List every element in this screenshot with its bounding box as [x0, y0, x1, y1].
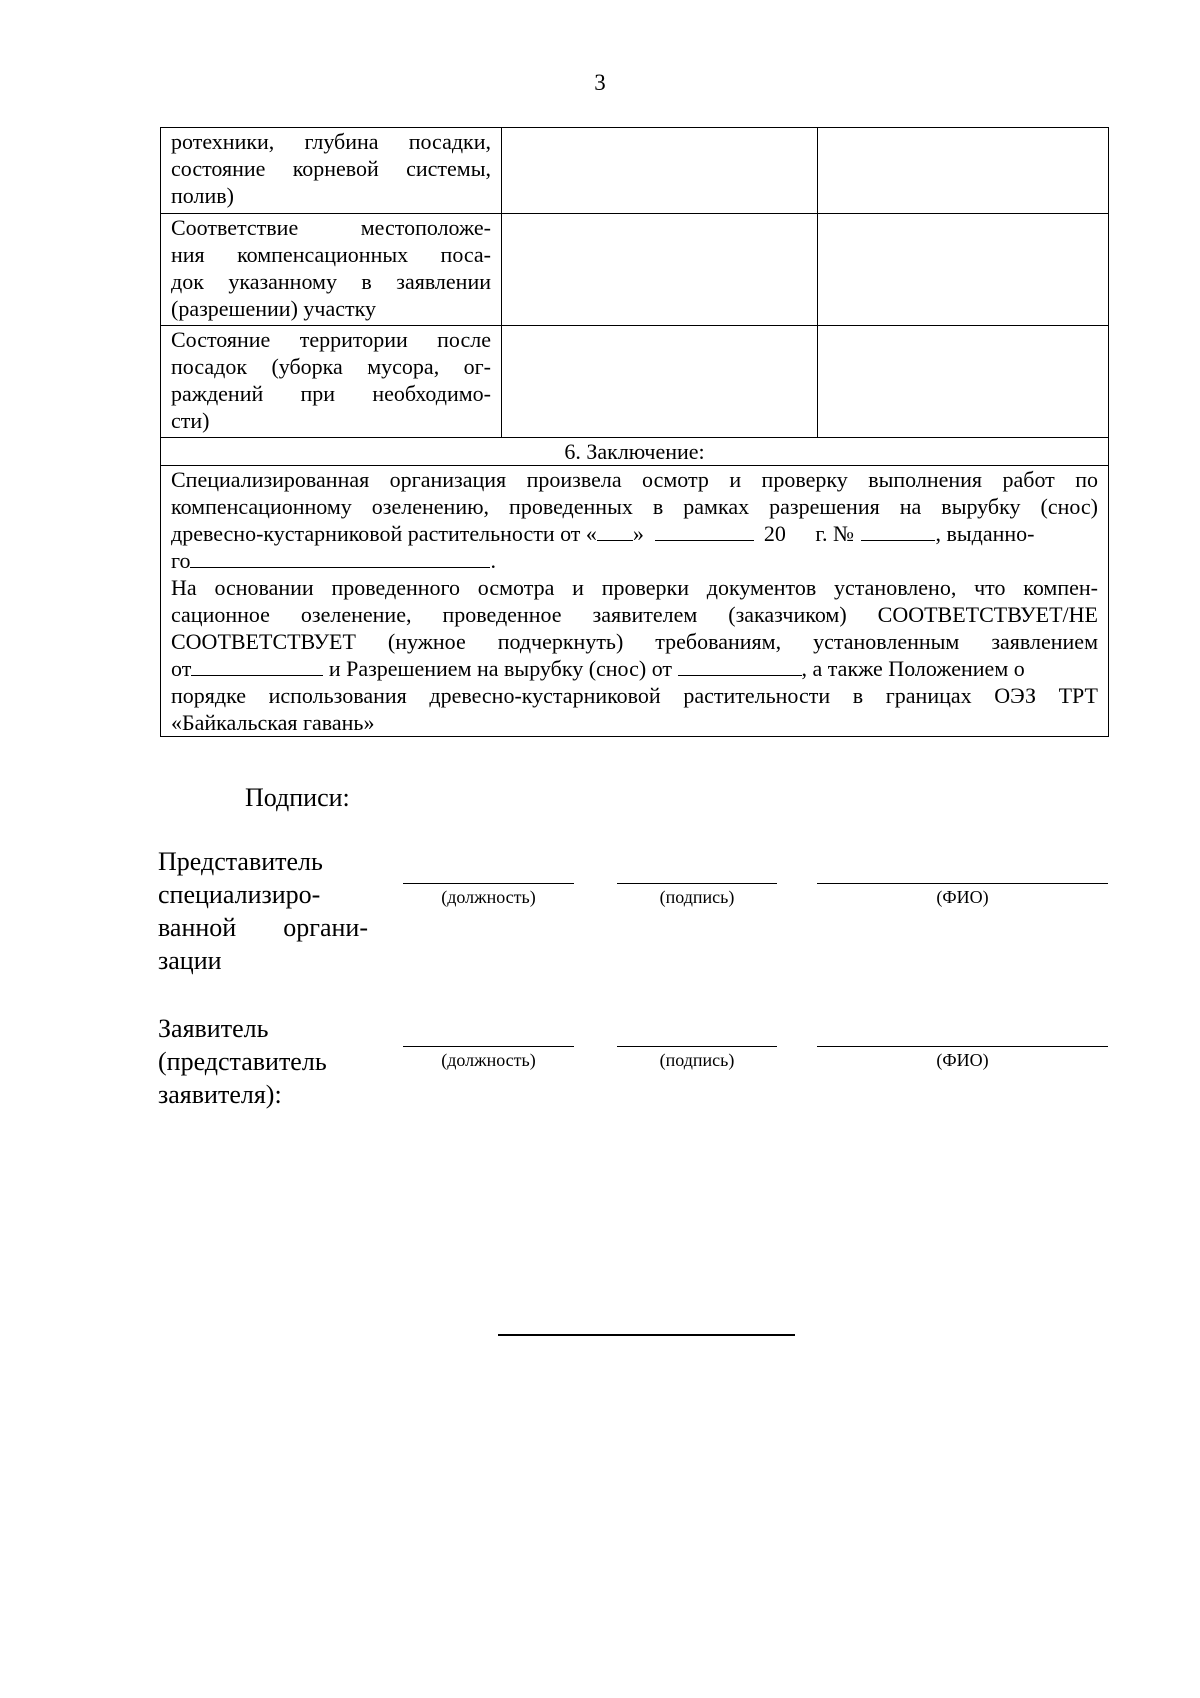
month-blank[interactable]: [655, 522, 754, 541]
application-date-blank[interactable]: [191, 657, 323, 676]
conclusion-text: .: [490, 548, 496, 573]
criteria-cell: [161, 128, 502, 214]
criteria-line: Состояние территории после: [171, 327, 491, 352]
conclusion-text: древесно-кустарниковой растительности от «: [171, 521, 597, 546]
org-rep-position-field[interactable]: (должность): [403, 883, 574, 908]
org-rep-signature-field[interactable]: (подпись): [617, 883, 777, 908]
issuer-blank[interactable]: [190, 549, 490, 568]
conclusion-text: от: [171, 656, 192, 681]
criteria-line: полив): [171, 183, 234, 208]
result-cell: [502, 326, 818, 438]
org-rep-name-field[interactable]: (ФИО): [817, 883, 1108, 908]
conclusion-text: »: [632, 521, 644, 546]
conclusion-line: Специализированная организация произвела осмотр и проверку выполнения работ по: [171, 467, 1098, 492]
label-line: Заявитель: [158, 1014, 269, 1043]
label-line: заявителя):: [158, 1080, 282, 1109]
result-cell: [502, 128, 818, 214]
number-blank[interactable]: [861, 522, 935, 541]
conclusion-line: [171, 547, 1098, 574]
document-end-line: [498, 1334, 795, 1336]
applicant-label: [158, 1012, 368, 1111]
conclusion-text: , выданно-: [935, 521, 1035, 546]
criteria-line: сти): [171, 408, 210, 433]
conclusion-text: , а также Положением о: [801, 656, 1025, 681]
conclusion-line: На основании проведенного осмотра и проверки документов установлено, что компен-: [171, 575, 1098, 600]
criteria-line: док указанному в заявлении: [171, 269, 491, 294]
table-row: [161, 438, 1109, 466]
permit-date-blank[interactable]: [678, 657, 802, 676]
org-rep-signature-block: [158, 845, 368, 977]
conclusion-text: г. №: [815, 521, 854, 546]
label-line: (представитель: [158, 1047, 327, 1076]
note-cell: [818, 214, 1109, 326]
conclusion-line: компенсационному озеленению, проведенных в рамках разрешения на вырубку (снос): [171, 494, 1098, 519]
criteria-cell: [161, 326, 502, 438]
label-line: Представитель: [158, 847, 323, 876]
label-line: зации: [158, 946, 222, 975]
table-row: [161, 128, 1109, 214]
conclusion-line: [171, 655, 1098, 682]
page-number: 3: [594, 70, 606, 95]
year-text: 20: [763, 521, 786, 546]
signatures-title: Подписи:: [245, 783, 350, 812]
conclusion-text: го: [171, 548, 191, 573]
criteria-line: посадок (уборка мусора, ог-: [171, 354, 491, 379]
org-rep-label: [158, 845, 368, 977]
criteria-line: ротехники, глубина посадки,: [171, 129, 491, 154]
criteria-line: раждений при необходимо-: [171, 381, 491, 406]
criteria-line: состояние корневой системы,: [171, 156, 491, 181]
conclusion-text: и Разрешением на вырубку (снос) от: [328, 656, 673, 681]
inspection-table: [160, 127, 1109, 737]
applicant-name-field[interactable]: (ФИО): [817, 1046, 1108, 1071]
conclusion-line: порядке использования древесно-кустарниковой растительности в границах ОЭЗ ТРТ: [171, 683, 1098, 708]
table-row: [161, 326, 1109, 438]
applicant-position-field[interactable]: (должность): [403, 1046, 574, 1071]
conclusion-body: [161, 466, 1109, 737]
conclusion-line: СООТВЕТСТВУЕТ (нужное подчеркнуть) требованиям, установленным заявлением: [171, 629, 1098, 654]
applicant-signature-field[interactable]: (подпись): [617, 1046, 777, 1071]
conclusion-line: «Байкальская гавань»: [171, 710, 375, 735]
result-cell: [502, 214, 818, 326]
label-line: специализиро-: [158, 880, 321, 909]
criteria-line: Соответствие местоположе-: [171, 215, 491, 240]
conclusion-line: сационное озеленение, проведенное заявителем (заказчиком) СООТВЕТСТВУЕТ/НЕ: [171, 602, 1098, 627]
conclusion-title: 6. Заключение:: [161, 438, 1109, 466]
conclusion-line: [171, 520, 1098, 547]
criteria-line: (разрешении) участку: [171, 296, 376, 321]
label-line: ванной органи-: [158, 913, 368, 942]
table-row: [161, 214, 1109, 326]
criteria-line: ния компенсационных поса-: [171, 242, 491, 267]
day-blank[interactable]: [597, 522, 633, 541]
applicant-signature-block: [158, 1012, 368, 1111]
criteria-cell: [161, 214, 502, 326]
table-row: [161, 466, 1109, 737]
note-cell: [818, 128, 1109, 214]
note-cell: [818, 326, 1109, 438]
